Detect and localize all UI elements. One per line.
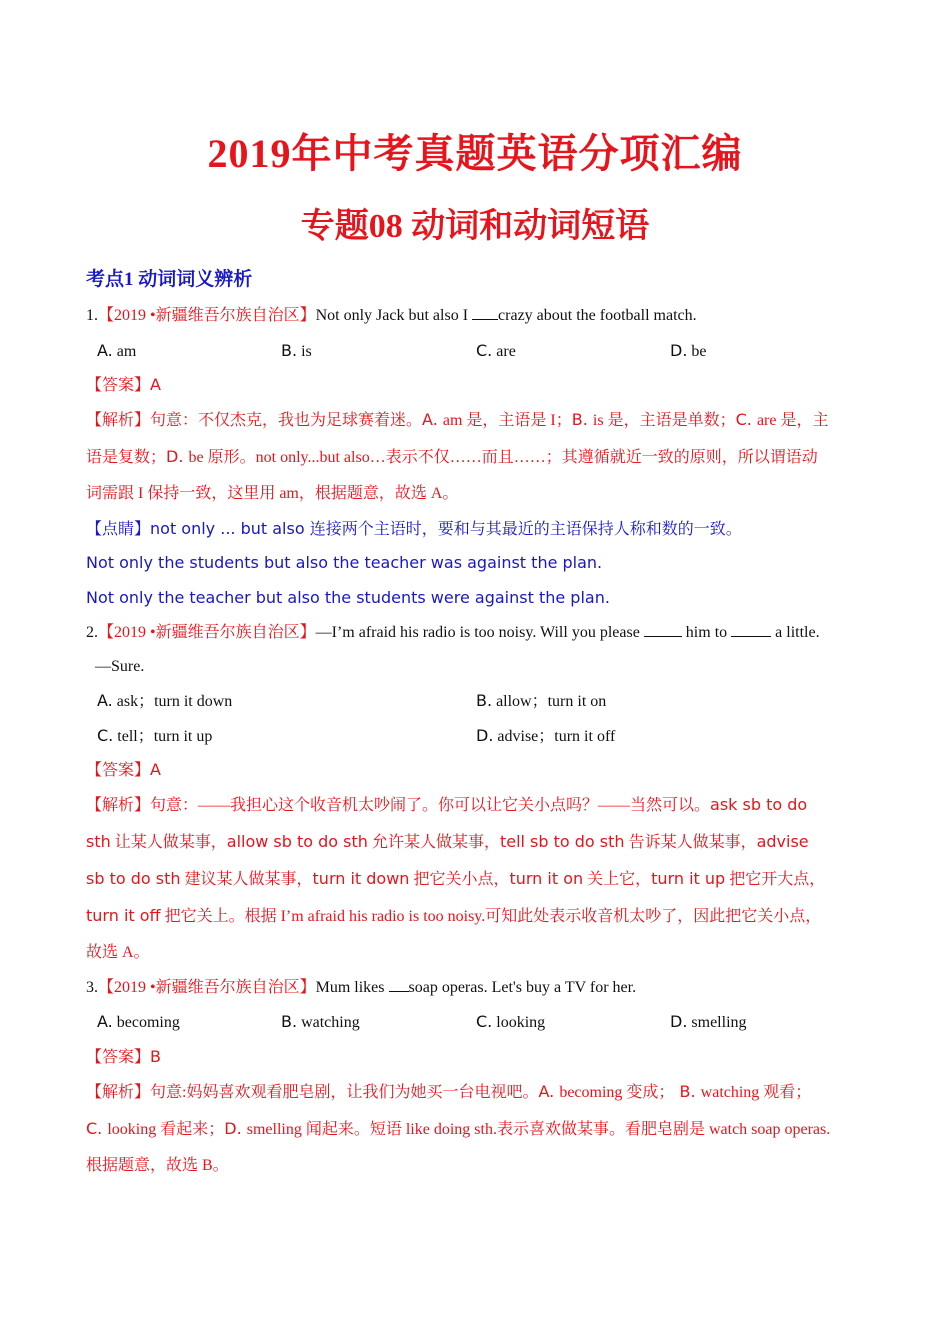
option-a: A. am (97, 341, 137, 360)
stem-text: Not only Jack but also I (315, 307, 473, 324)
example-sentence: Not only the students but also the teacher was against the plan. (86, 553, 603, 572)
option-a: A. becoming (97, 1012, 180, 1031)
analysis-line: 故选 A。 (86, 944, 150, 961)
answer-blank (389, 977, 409, 992)
question-2-stem: 2.【2019 •新疆维吾尔族自治区】—I’m afraid his radio is too noisy. Will you please him to a little. (86, 624, 820, 641)
analysis-line: 词需跟 I 保持一致，这里用 am，根据题意，故选 A。 (86, 485, 459, 502)
answer-value: A (150, 375, 161, 394)
option-b: B. is (281, 341, 312, 360)
answer-line: 【答案】A (86, 760, 161, 779)
answer-value: B (150, 1047, 161, 1066)
analysis-line: 根据题意，故选 B。 (86, 1157, 229, 1174)
answer-blank (472, 305, 498, 320)
answer-line: 【答案】A (86, 375, 161, 394)
section-heading: 考点1 动词词义辨析 (86, 269, 253, 290)
question-source: 【2019 •新疆维吾尔族自治区】 (98, 307, 316, 324)
question-number: 1. (86, 307, 98, 324)
option-b: B. watching (281, 1012, 360, 1031)
option-b: B. allow；turn it on (476, 691, 607, 710)
dialogue-reply: —Sure. (95, 658, 145, 675)
option-d: D. be (670, 341, 707, 360)
option-d: D. advise；turn it off (476, 726, 616, 745)
analysis-line: C. looking 看起来；D. smelling 闻起来。短语 like doing sth.表示喜欢做某事。看肥皂剧是 watch soap operas. (86, 1119, 831, 1138)
example-sentence: Not only the teacher but also the students were against the plan. (86, 588, 610, 607)
option-c: C. tell；turn it up (97, 726, 213, 745)
analysis-line: 【解析】句意:妈妈喜欢观看肥皂剧，让我们为她买一台电视吧。A. becoming 变成； B. watching 观看； (86, 1082, 812, 1101)
question-3-stem: 3.【2019 •新疆维吾尔族自治区】Mum likes soap operas. Let's buy a TV for her. (86, 979, 637, 996)
analysis-line: sth 让某人做某事，allow sb to do sth 允许某人做某事，tell sb to do sth 告诉某人做某事，advise (86, 832, 809, 851)
document-subtitle: 专题08 动词和动词短语 (300, 208, 650, 245)
analysis-line: turn it off 把它关上。根据 I’m afraid his radio is too noisy.可知此处表示收音机太吵了，因此把它关小点， (86, 906, 822, 925)
analysis-line: 语是复数；D. be 原形。not only...but also…表示不仅……而且……；其遵循就近一致的原则，所以谓语动 (86, 447, 818, 466)
question-number: 2. (86, 624, 98, 641)
answer-blank (731, 622, 771, 637)
stem-text: crazy about the football match. (498, 307, 697, 324)
document-title: 2019年中考真题英语分项汇编 (207, 131, 743, 176)
option-c: C. are (476, 341, 516, 360)
option-a: A. ask；turn it down (97, 691, 233, 710)
question-1-stem (86, 305, 886, 327)
option-c: C. looking (476, 1012, 546, 1031)
answer-blank (644, 622, 682, 637)
analysis-line: 【解析】句意：不仅杰克，我也为足球赛着迷。A. am 是，主语是 I；B. is 是，主语是单数；C. are 是，主 (86, 410, 829, 429)
question-number: 3. (86, 979, 98, 996)
option-d: D. smelling (670, 1012, 747, 1031)
answer-line: 【答案】B (86, 1047, 161, 1066)
analysis-line: 【解析】句意：——我担心这个收音机太吵闹了。你可以让它关小点吗？——当然可以。ask sb to do (86, 795, 808, 814)
question-source: 【2019 •新疆维吾尔族自治区】 (98, 624, 316, 641)
tip-line: 【点睛】not only ... but also 连接两个主语时，要和与其最近的主语保持人称和数的一致。 (86, 519, 742, 538)
analysis-line: sb to do sth 建议某人做某事，turn it down 把它关小点，turn it on 关上它，turn it up 把它开大点， (86, 869, 826, 888)
question-source: 【2019 •新疆维吾尔族自治区】 (98, 979, 316, 996)
answer-value: A (150, 760, 161, 779)
